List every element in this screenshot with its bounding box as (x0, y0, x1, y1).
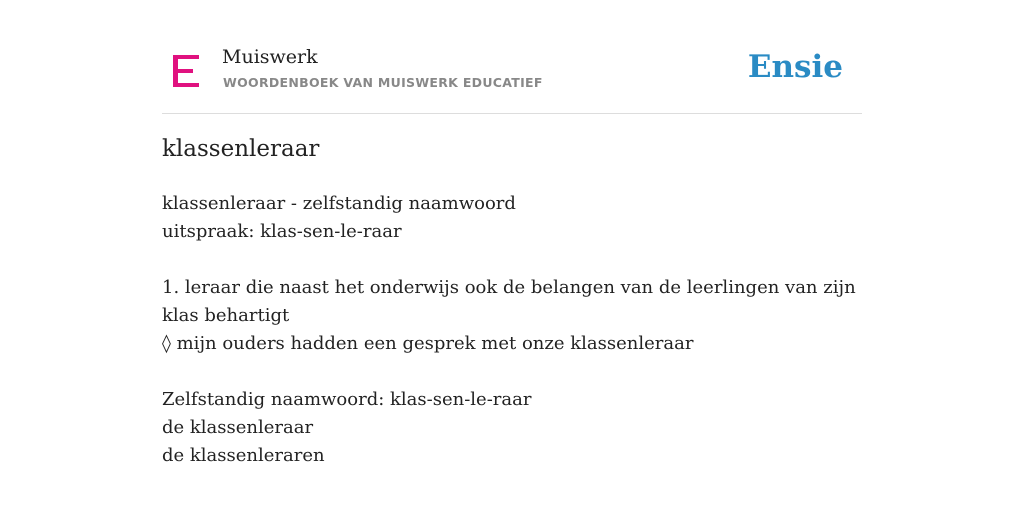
header-divider (162, 113, 862, 114)
ensie-brand-link[interactable]: Ensie (747, 49, 843, 85)
spacer (162, 246, 862, 274)
example-sentence: ◊ mijn ouders hadden een gesprek met onze klassenleraar (162, 333, 694, 354)
dictionary-entry (162, 190, 862, 470)
page-container (162, 0, 862, 512)
spacer (162, 358, 862, 386)
grammar-heading: Zelfstandig naamwoord: klas-sen-le-raar (162, 389, 532, 410)
definition: 1. leraar die naast het onderwijs ook de belangen van de leerlingen van zijn klas behartigt (162, 277, 856, 326)
page-title: klassenleraar (162, 136, 320, 162)
site-header (162, 44, 862, 98)
entry-header-line: klassenleraar - zelfstandig naamwoord (162, 193, 516, 214)
site-name[interactable]: Muiswerk (222, 46, 318, 68)
plural-form: de klassenleraren (162, 445, 325, 466)
muiswerk-logo-icon[interactable] (173, 55, 199, 87)
pronunciation: uitspraak: klas-sen-le-raar (162, 221, 402, 242)
site-subtitle: WOORDENBOEK VAN MUISWERK EDUCATIEF (223, 75, 543, 90)
singular-form: de klassenleraar (162, 417, 314, 438)
